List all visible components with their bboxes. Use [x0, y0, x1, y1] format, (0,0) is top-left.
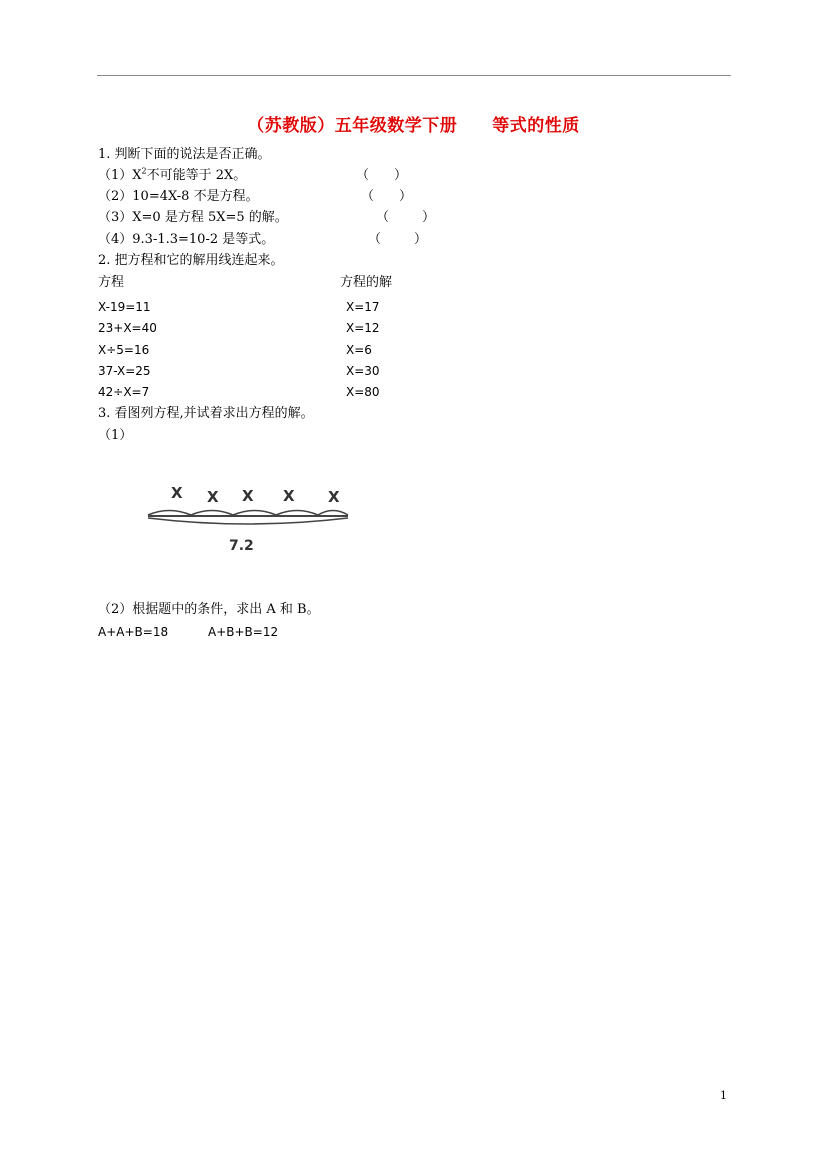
q1-answer-blank-4[interactable]: （ ） [368, 232, 428, 247]
q2-equation-3[interactable]: X÷5=16 [98, 343, 150, 357]
segment-brace-1 [148, 511, 191, 516]
q2-equation-column-header: 方程 [98, 275, 125, 290]
q1-heading: 1. 判断下面的说法是否正确。 [98, 147, 271, 162]
q1-item-2: （2）10=4X-8 不是方程。 [98, 189, 259, 204]
q3-heading: 3. 看图列方程,并试着求出方程的解。 [98, 406, 314, 421]
segment-brace-3 [233, 511, 276, 516]
segment-diagram [140, 478, 360, 558]
q1-item-1-superscript: 2 [141, 166, 147, 176]
q1-item-1 [98, 168, 246, 184]
q2-solution-4[interactable]: X=30 [346, 364, 380, 378]
segment-label-2: X [207, 488, 219, 506]
q1-answer-blank-2[interactable]: （ ） [361, 189, 413, 204]
q2-heading: 2. 把方程和它的解用线连起来。 [98, 253, 284, 268]
q3-part2-label: （2）根据题中的条件，求出 A 和 B。 [98, 602, 320, 617]
q1-answer-blank-1[interactable]: （ ） [356, 168, 408, 183]
q2-solution-column-header: 方程的解 [340, 275, 393, 290]
segment-label-1: X [171, 484, 183, 502]
page-title: （苏教版）五年级数学下册 等式的性质 [247, 116, 580, 136]
segment-brace-5 [318, 511, 348, 516]
q2-equation-5[interactable]: 42÷X=7 [98, 385, 150, 399]
total-brace [148, 518, 348, 524]
q2-solution-2[interactable]: X=12 [346, 321, 380, 335]
q2-solution-1[interactable]: X=17 [346, 300, 380, 314]
q3-equation-b: A+B+B=12 [208, 625, 279, 639]
segment-label-4: X [283, 487, 295, 505]
segment-brace-2 [191, 511, 233, 516]
total-length-label: 7.2 [229, 538, 254, 554]
q3-part1-label: （1） [98, 428, 133, 443]
page-number: 1 [720, 1089, 727, 1102]
q2-solution-5[interactable]: X=80 [346, 385, 380, 399]
q3-equation-a: A+A+B=18 [98, 625, 169, 639]
q2-solution-3[interactable]: X=6 [346, 343, 372, 357]
q2-equation-4[interactable]: 37-X=25 [98, 364, 151, 378]
header-rule [97, 75, 731, 76]
q2-equation-2[interactable]: 23+X=40 [98, 321, 157, 335]
q1-answer-blank-3[interactable]: （ ） [376, 210, 436, 225]
q1-item-3: （3）X=0 是方程 5X=5 的解。 [98, 210, 288, 225]
q1-item-1-text-end: 不可能等于 2X。 [146, 168, 247, 183]
segment-label-5: X [328, 488, 340, 506]
q1-item-1-text: （1）X [98, 168, 142, 183]
q1-item-4: （4）9.3-1.3=10-2 是等式。 [98, 232, 275, 247]
segment-label-3: X [242, 487, 254, 505]
q2-equation-1[interactable]: X-19=11 [98, 300, 151, 314]
segment-brace-4 [276, 511, 318, 516]
